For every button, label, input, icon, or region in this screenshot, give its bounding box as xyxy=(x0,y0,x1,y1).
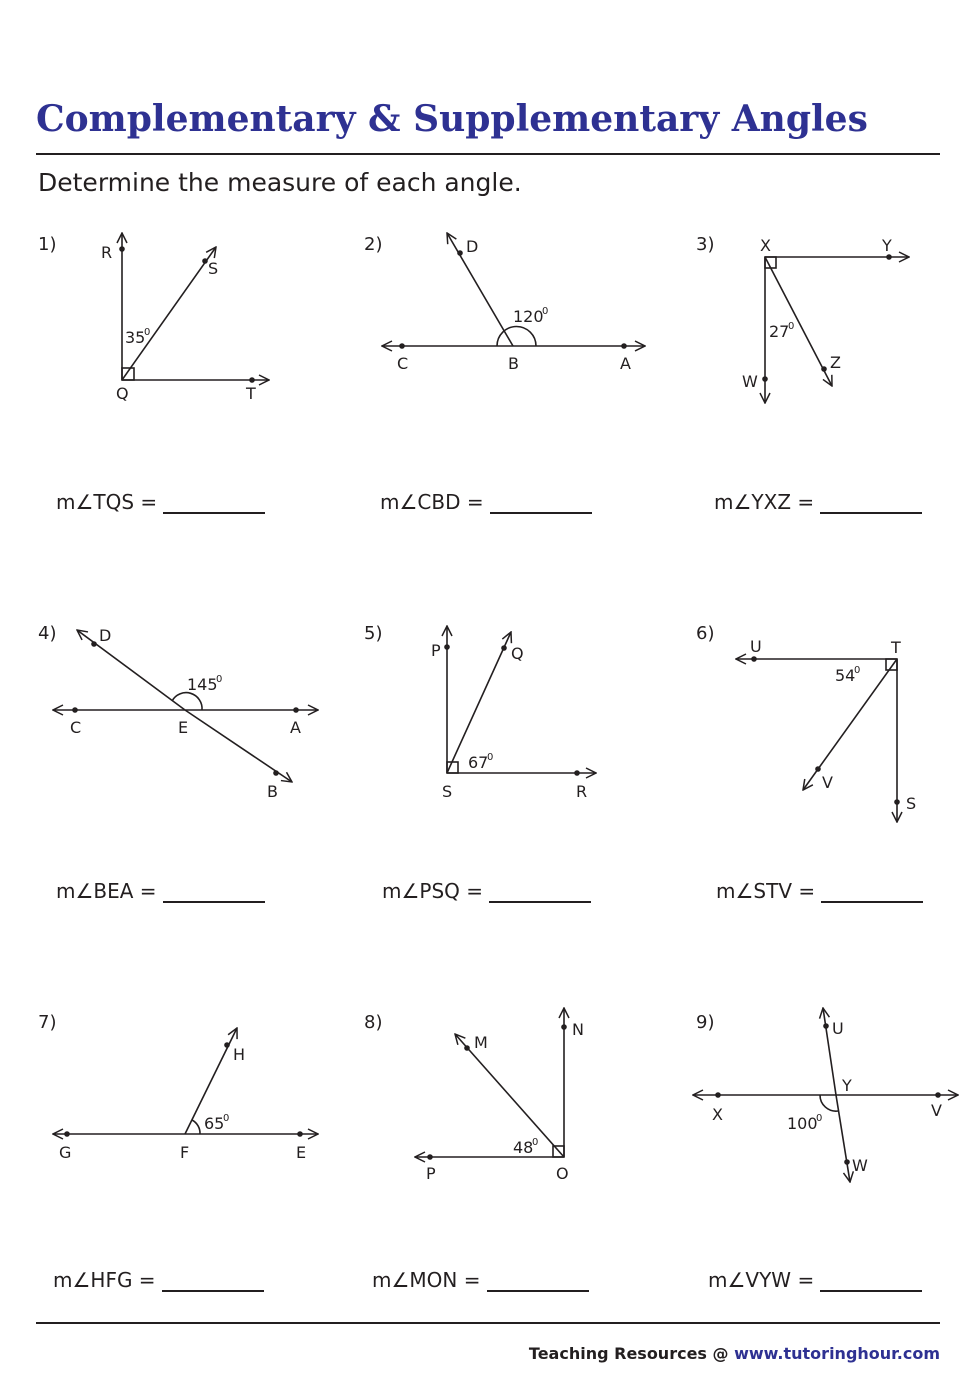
answer-label: m∠CBD = xyxy=(380,490,484,514)
point-label: H xyxy=(233,1045,246,1064)
problem-6-number: 6) xyxy=(696,623,715,644)
given-angle: 27 xyxy=(769,322,790,341)
page-title: Complementary & Supplementary Angles xyxy=(36,98,868,140)
point-label: V xyxy=(931,1101,942,1120)
problem-6-diagram xyxy=(736,656,900,822)
point-label: O xyxy=(556,1164,569,1183)
point-label: S xyxy=(442,782,453,801)
answer-label: m∠HFG = xyxy=(53,1268,156,1292)
problem-1-diagram xyxy=(119,233,269,383)
point-label: M xyxy=(474,1033,488,1052)
degree-mark: 0 xyxy=(216,674,223,685)
degree-mark: 0 xyxy=(487,752,494,763)
answer-label: m∠TQS = xyxy=(56,490,158,514)
given-angle: 54 xyxy=(835,666,856,685)
point-label: C xyxy=(397,354,409,373)
point-label: S xyxy=(906,794,917,813)
problem-7-number: 7) xyxy=(38,1012,57,1033)
point-label: P xyxy=(426,1164,436,1183)
footer-prefix: Teaching Resources @ xyxy=(528,1344,735,1363)
answer-label: m∠PSQ = xyxy=(382,879,484,903)
point-label: U xyxy=(750,637,762,656)
problem-2-number: 2) xyxy=(364,234,383,255)
given-angle: 67 xyxy=(468,753,489,772)
point-label: T xyxy=(246,384,256,403)
problem-4-number: 4) xyxy=(38,623,57,644)
point-label: X xyxy=(712,1105,723,1124)
problem-3-number: 3) xyxy=(696,234,715,255)
instruction-text: Determine the measure of each angle. xyxy=(38,168,522,197)
point-label: A xyxy=(620,354,631,373)
degree-mark: 0 xyxy=(788,321,795,332)
degree-mark: 0 xyxy=(854,665,861,676)
point-label: F xyxy=(180,1143,190,1162)
point-label: G xyxy=(59,1143,72,1162)
point-label: Y xyxy=(842,1076,852,1095)
answer-label: m∠VYW = xyxy=(708,1268,815,1292)
point-label: A xyxy=(290,718,301,737)
point-label: U xyxy=(832,1019,844,1038)
answer-label: m∠MON = xyxy=(372,1268,481,1292)
point-label: Q xyxy=(116,384,129,403)
degree-mark: 0 xyxy=(532,1137,539,1148)
problem-9-diagram xyxy=(693,1008,958,1182)
point-label: D xyxy=(99,626,112,645)
degree-mark: 0 xyxy=(223,1113,230,1124)
point-label: P xyxy=(431,641,441,660)
problem-7-diagram xyxy=(53,1028,318,1137)
answer-label: m∠YXZ = xyxy=(714,490,815,514)
point-label: Z xyxy=(830,353,841,372)
point-label: S xyxy=(208,259,219,278)
point-label: R xyxy=(101,243,113,262)
point-label: W xyxy=(742,372,758,391)
point-label: Y xyxy=(882,236,892,255)
footer-divider xyxy=(36,1322,940,1324)
given-angle: 120 xyxy=(513,307,544,326)
footer xyxy=(529,1344,940,1363)
point-label: C xyxy=(70,718,82,737)
point-label: B xyxy=(267,782,278,801)
point-label: V xyxy=(822,773,833,792)
problem-1-number: 1) xyxy=(38,234,57,255)
given-angle: 48 xyxy=(513,1138,534,1157)
answer-label: m∠BEA = xyxy=(56,879,157,903)
point-label: X xyxy=(760,236,771,255)
point-label: B xyxy=(508,354,519,373)
problem-8-number: 8) xyxy=(364,1012,383,1033)
given-angle: 65 xyxy=(204,1114,225,1133)
point-label: E xyxy=(296,1143,307,1162)
point-label: E xyxy=(178,718,189,737)
degree-mark: 0 xyxy=(144,327,151,338)
degree-mark: 0 xyxy=(816,1113,823,1124)
given-angle: 35 xyxy=(125,328,146,347)
problem-4-diagram xyxy=(53,630,318,782)
degree-mark: 0 xyxy=(542,306,549,317)
point-label: Q xyxy=(511,644,524,663)
point-label: D xyxy=(466,237,479,256)
problem-9-number: 9) xyxy=(696,1012,715,1033)
problem-8-diagram xyxy=(415,1008,567,1160)
point-label: W xyxy=(852,1156,868,1175)
footer-url[interactable]: www.tutoringhour.com xyxy=(734,1344,940,1363)
point-label: R xyxy=(576,782,588,801)
point-label: N xyxy=(572,1020,584,1039)
given-angle: 145 xyxy=(187,675,218,694)
problem-2-diagram xyxy=(382,233,645,349)
point-label: T xyxy=(891,638,901,657)
given-angle: 100 xyxy=(787,1114,818,1133)
problem-5-number: 5) xyxy=(364,623,383,644)
answer-label: m∠STV = xyxy=(716,879,816,903)
